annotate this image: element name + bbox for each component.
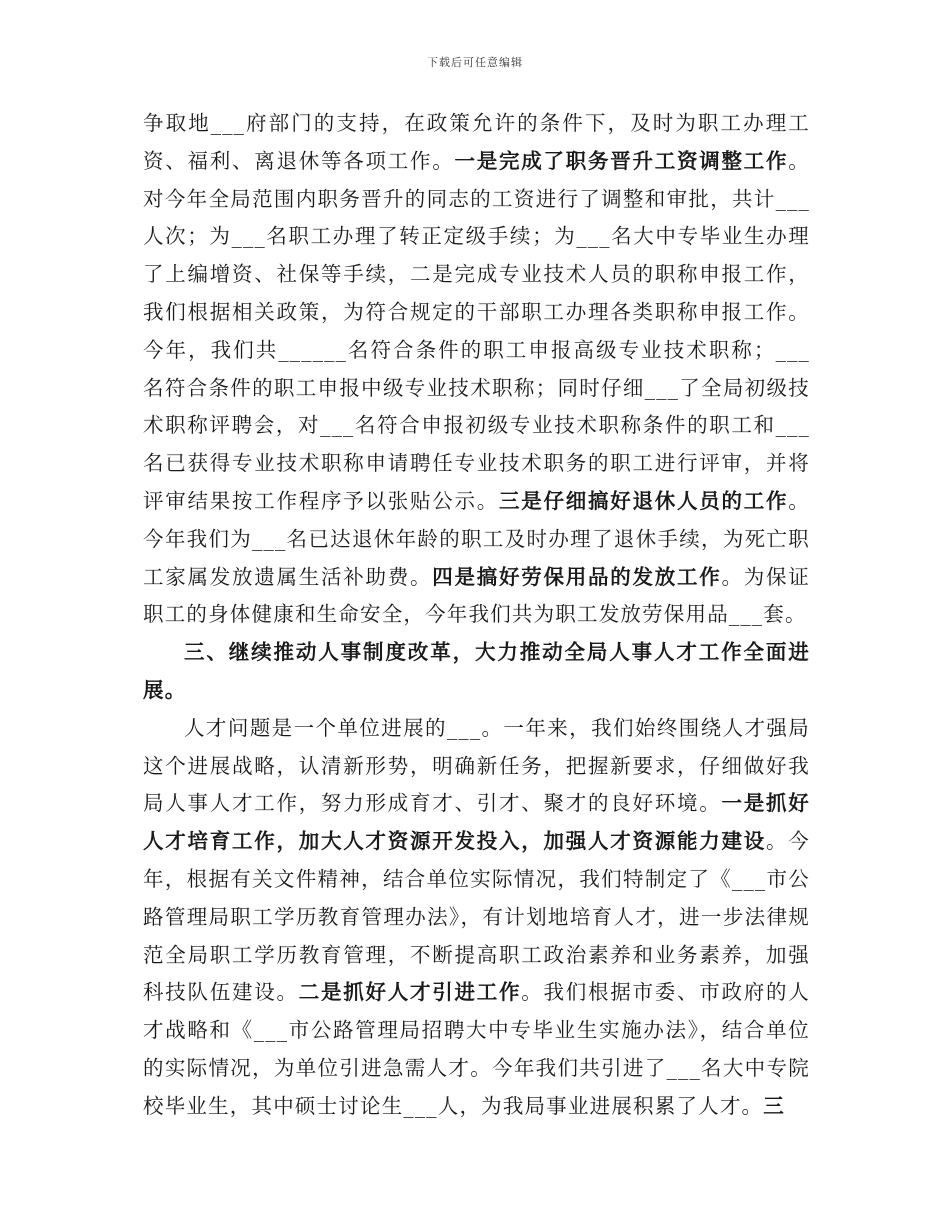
paragraph-3 [143,710,810,1126]
text-run: 争取地___府部门的支持，在政策允许的条件下，及时为职工办理工资、福利、离退休等各项工作。 [143,111,810,173]
section-heading-text: 三、继续推动人事制度改革，大力推动全局人事人才工作全面进展。 [143,640,810,702]
document-body [143,105,810,1126]
page-header: 下载后可任意编辑 [427,56,523,69]
section-heading-3 [143,634,810,710]
text-run: 。对今年全局范围内职务晋升的同志的工资进行了调整和审批，共计___人次；为___名职工办理了转正定级手续；为___名大中专毕业生办理了上编增资、社保等手续，二是完成专业技术人员的职称申报工作，我们根据相关政策，为符合规定的干部职工办理各类职称申报工作。今年，我们共______名符合条件的职工申报高级专业技术职称；___名符合条件的职工申报中级专业技术职称；同时仔细___了全局初级技术职称评聘会，对___名符合申报初级专业技术职称条件的职工和___名已获得专业技术职称申请聘任专业技术职务的职工进行评审，并将评审结果按工作程序予以张贴公示。 [143,148,810,513]
bold-heading-run: 一是抓好人才培育工作，加大人才资源开发投入，加强人才资源能力建设 [143,791,810,854]
text-run: 。今年我们为___名已达退休年龄的职工及时办理了退休手续，为死亡职工家属发放遗属生活补助费。 [143,488,810,589]
bold-heading-run: 三 [763,1093,785,1118]
text-run: 人才问题是一个单位进展的___。一年来，我们始终围绕人才强局这个进展战略，认清新形势，明确新任务，把握新要求，仔细做好我局人事人才工作，努力形成育才、引才、聚才的良好环境。 [143,715,810,816]
text-run: 。我们根据市委、市政府的人才战略和《___市公路管理局招聘大中专毕业生实施办法》，结合单位的实际情况，为单位引进急需人才。今年我们共引进了___名大中专院校毕业生，其中硕士讨论生___人，为我局事业进展积累了人才。 [143,980,810,1118]
text-run: 。今年，根据有关文件精神，结合单位实际情况，我们特制定了《___市公路管理局职工学历教育管理办法》，有计划地培育人才，进一步法律规范全局职工学历教育管理，不断提高职工政治素养和业务素养，加强科技队伍建设。 [143,829,810,1005]
bold-heading-run: 三是仔细搞好退休人员的工作 [499,488,789,513]
bold-heading-run: 一是完成了职务晋升工资调整工作 [454,148,789,173]
bold-heading-run: 四是搞好劳保用品的发放工作 [432,564,722,589]
paragraph-1 [143,105,810,634]
bold-heading-run: 二是抓好人才引进工作 [298,980,522,1005]
text-run: 。为保证职工的身体健康和生命安全，今年我们共为职工发放劳保用品___套。 [143,564,810,627]
